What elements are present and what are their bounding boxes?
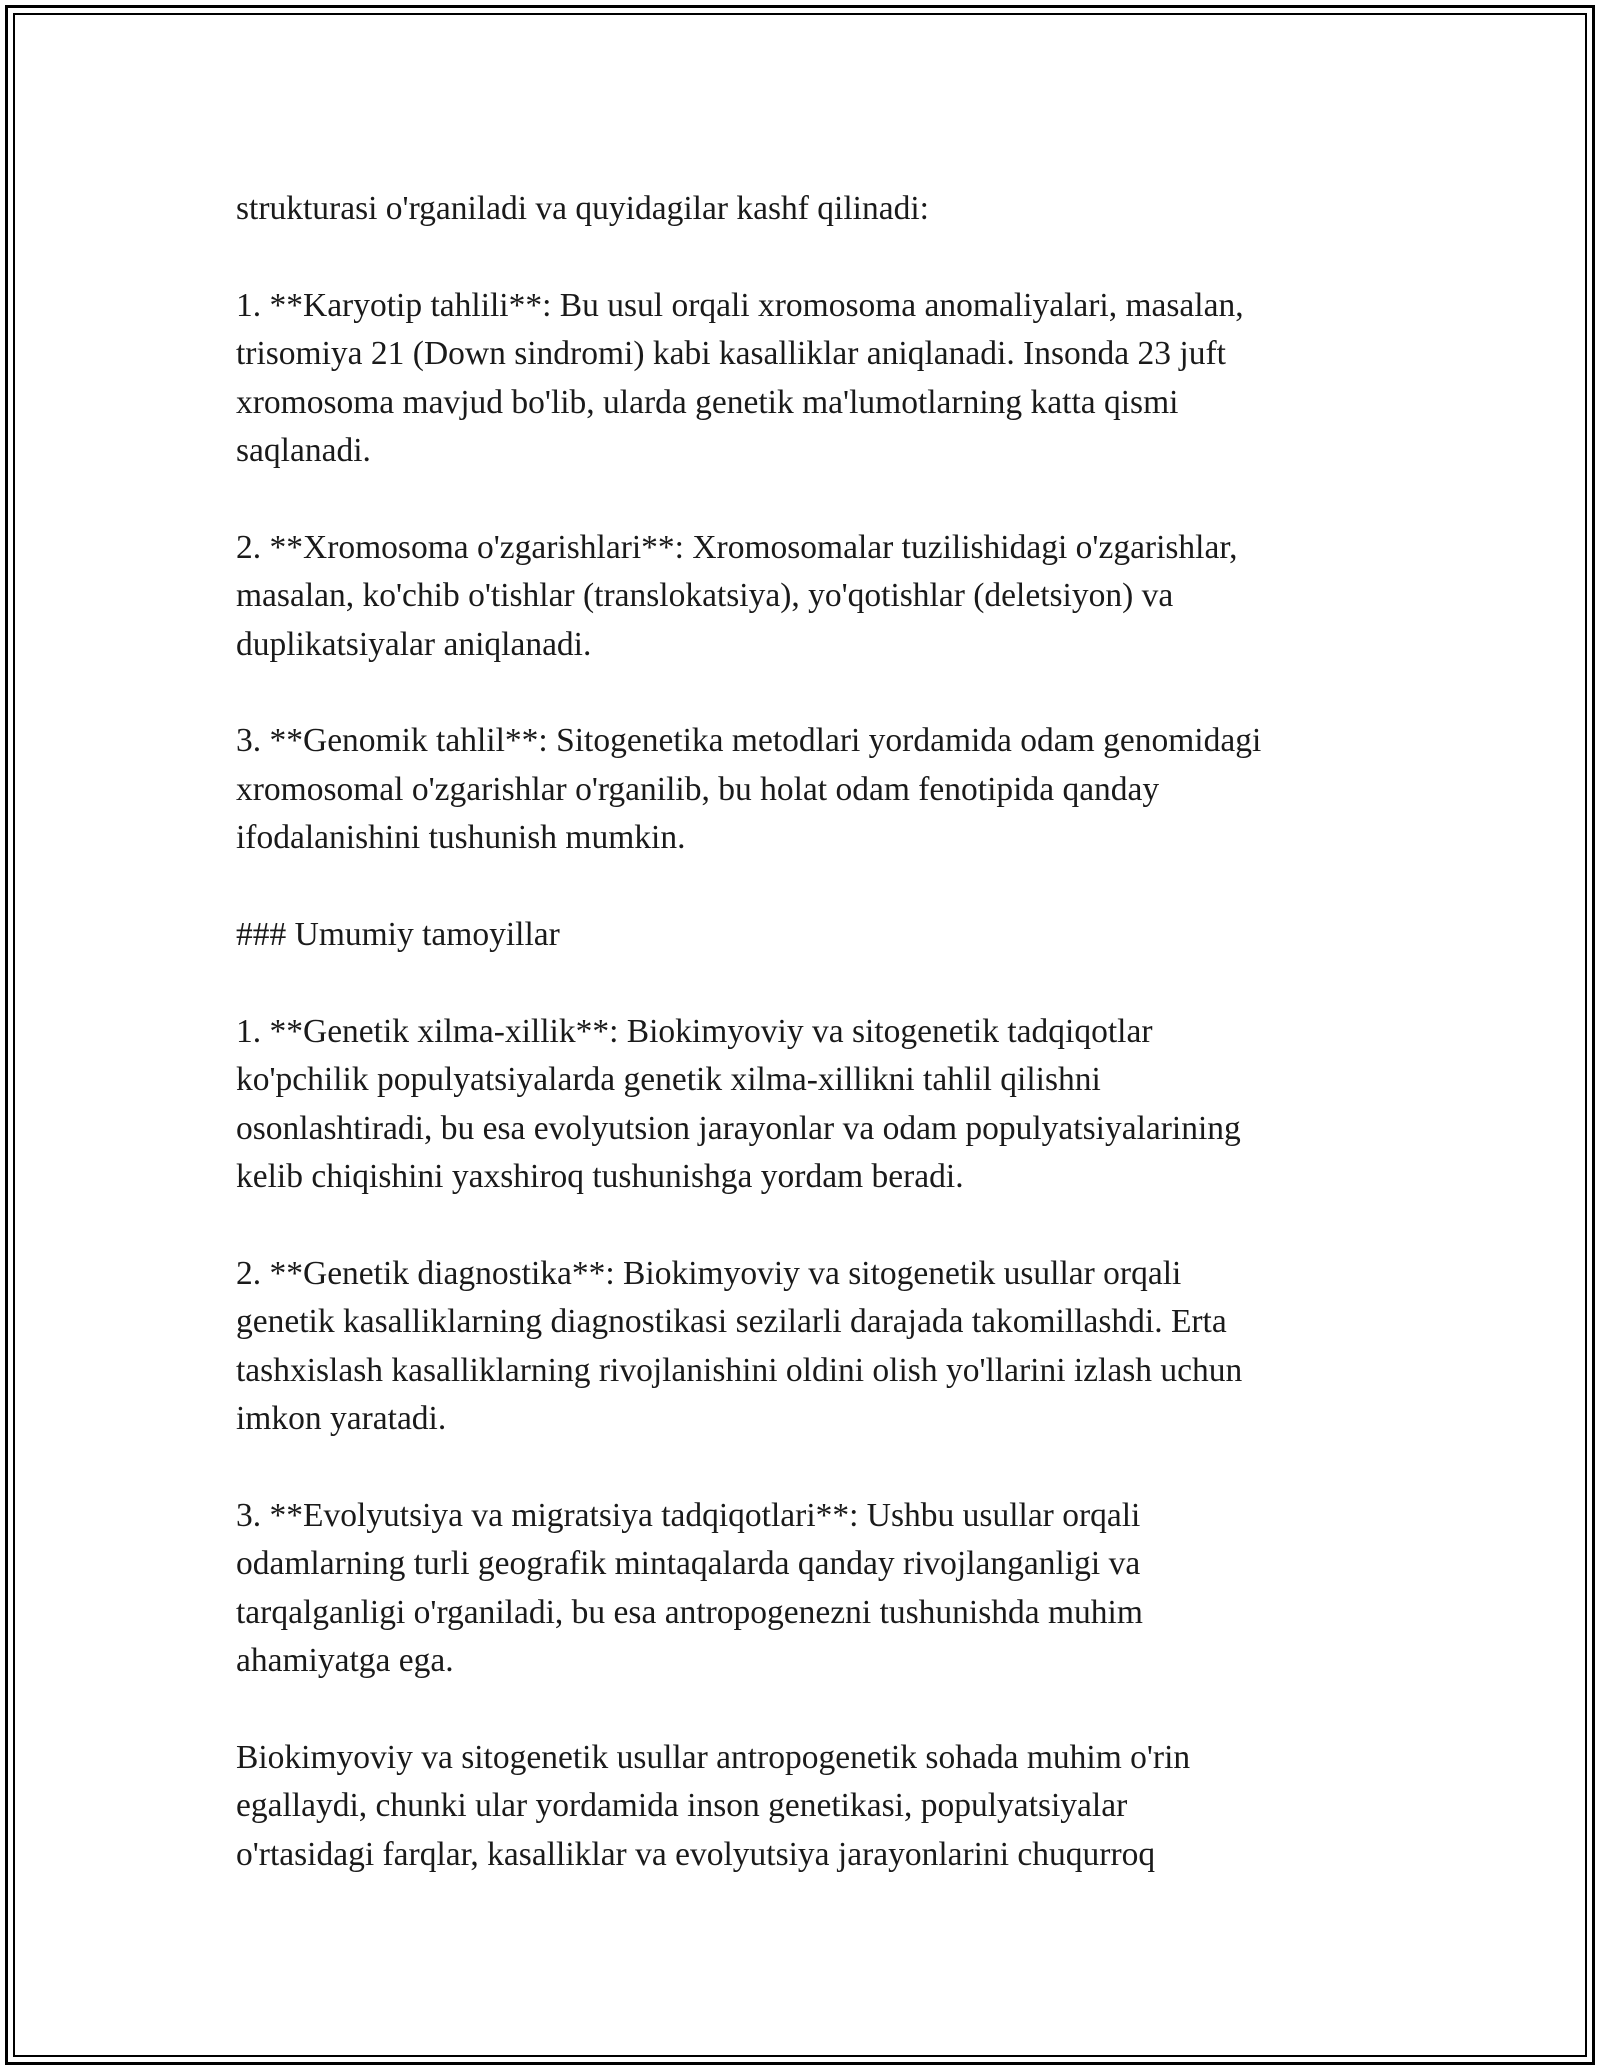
paragraph-genomic-analysis [236, 717, 1426, 862]
text-line: ifodalanishini tushunish mumkin. [236, 819, 686, 857]
text-line: ahamiyatga ega. [236, 1642, 454, 1680]
text-line: genetik kasalliklarning diagnostikasi sezilarli darajada takomillashdi. Erta [236, 1303, 1227, 1341]
text-line: 3. **Evolyutsiya va migratsiya tadqiqotlari**: Ushbu usullar orqali [236, 1496, 1141, 1534]
text-line: odamlarning turli geografik mintaqalarda qanday rivojlanganligi va [236, 1545, 1141, 1583]
paragraph-intro [236, 185, 1426, 233]
text-line: o'rtasidagi farqlar, kasalliklar va evolyutsiya jarayonlarini chuqurroq [236, 1835, 1156, 1873]
text-line: xromosoma mavjud bo'lib, ularda genetik ma'lumotlarning katta qismi [236, 383, 1179, 421]
text-line: 2. **Xromosoma o'zgarishlari**: Xromosomalar tuzilishidagi o'zgarishlar, [236, 528, 1238, 566]
text-line: tarqalganligi o'rganiladi, bu esa antropogenezni tushunishda muhim [236, 1593, 1143, 1631]
text-line: trisomiya 21 (Down sindromi) kabi kasalliklar aniqlanadi. Insonda 23 juft [236, 335, 1226, 373]
document-body [236, 185, 1426, 1879]
text-line: Biokimyoviy va sitogenetik usullar antropogenetik sohada muhim o'rin [236, 1738, 1191, 1776]
text-line: osonlashtiradi, bu esa evolyutsion jarayonlar va odam populyatsiyalarining [236, 1109, 1241, 1147]
text-line: egallaydi, chunki ular yordamida inson genetikasi, populyatsiyalar [236, 1787, 1128, 1825]
text-line: strukturasi o'rganiladi va quyidagilar kashf qilinadi: [236, 190, 929, 227]
section-heading-general-principles [236, 911, 1426, 959]
text-line: ko'pchilik populyatsiyalarda genetik xilma-xillikni tahlil qilishni [236, 1061, 1101, 1099]
text-line: imkon yaratadi. [236, 1400, 447, 1438]
paragraph-chromosome-changes [236, 524, 1426, 669]
paragraph-genetic-diversity [236, 1008, 1426, 1202]
paragraph-evolution-migration [236, 1492, 1426, 1686]
paragraph-genetic-diagnostics [236, 1250, 1426, 1444]
text-line: xromosomal o'zgarishlar o'rganilib, bu holat odam fenotipida qanday [236, 770, 1160, 808]
text-line: ### Umumiy tamoyillar [236, 916, 560, 954]
text-line: tashxislash kasalliklarning rivojlanishini oldini olish yo'llarini izlash uchun [236, 1351, 1243, 1389]
text-line: kelib chiqishini yaxshiroq tushunishga yordam beradi. [236, 1158, 964, 1196]
text-line: masalan, ko'chib o'tishlar (translokatsiya), yo'qotishlar (deletsiyon) va [236, 577, 1174, 615]
text-line: 3. **Genomik tahlil**: Sitogenetika metodlari yordamida odam genomidagi [236, 722, 1262, 760]
text-line: 1. **Karyotip tahlili**: Bu usul orqali xromosoma anomaliyalari, masalan, [236, 286, 1244, 324]
paragraph-karyotype-analysis [236, 282, 1426, 476]
paragraph-conclusion [236, 1734, 1426, 1879]
text-line: 2. **Genetik diagnostika**: Biokimyoviy va sitogenetik usullar orqali [236, 1254, 1182, 1292]
text-line: 1. **Genetik xilma-xillik**: Biokimyoviy va sitogenetik tadqiqotlar [236, 1012, 1153, 1050]
text-line: duplikatsiyalar aniqlanadi. [236, 625, 592, 663]
text-line: saqlanadi. [236, 432, 371, 470]
